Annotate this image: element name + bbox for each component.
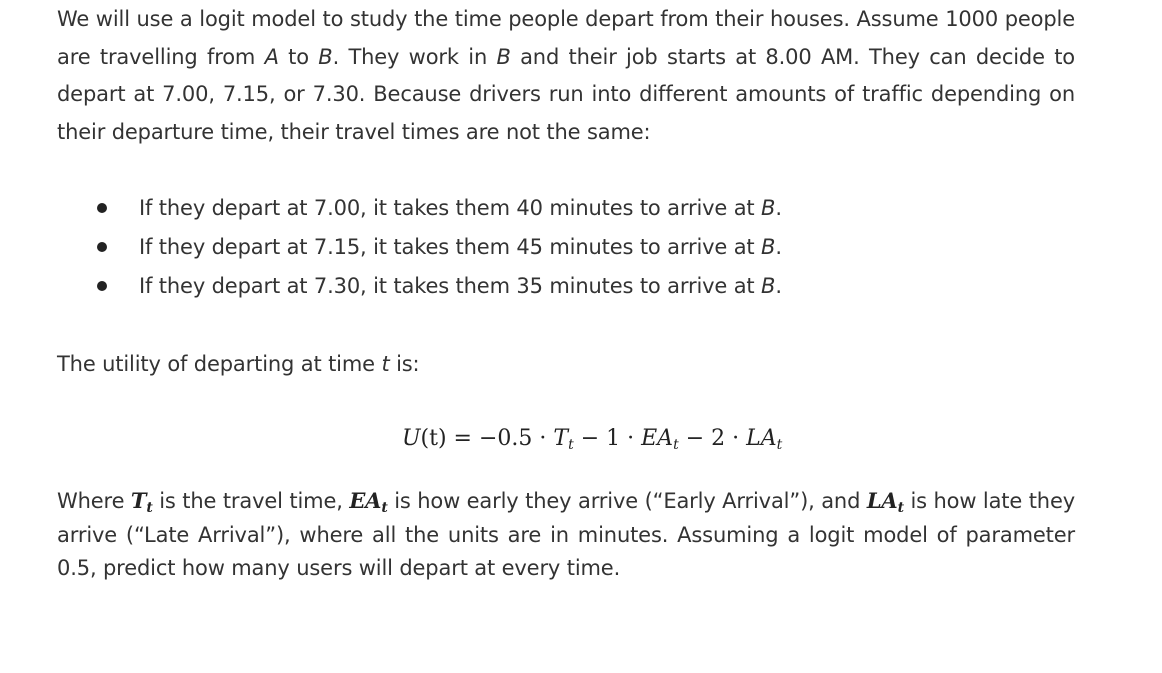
formula-subscript: t xyxy=(776,437,783,453)
math-subscript: t xyxy=(381,500,388,516)
utility-formula xyxy=(402,421,782,457)
formula-early-arrival: EA xyxy=(641,426,674,451)
formula-subscript: t xyxy=(673,437,679,453)
bullet-icon xyxy=(97,281,107,291)
list-item-text: If they depart at 7.30, it takes them 35 minutes to arrive at xyxy=(139,274,762,298)
var-b: B xyxy=(496,44,511,69)
math-subscript: t xyxy=(897,500,904,516)
list-item-text: If they depart at 7.15, it takes them 45 minutes to arrive at xyxy=(139,235,762,259)
document-page xyxy=(57,0,1075,580)
formula-operator: − 1 · xyxy=(573,426,642,451)
definitions-paragraph xyxy=(57,484,1075,586)
list-item-end: . xyxy=(775,274,782,298)
formula-late-arrival: LA xyxy=(746,426,777,451)
var-a: A xyxy=(264,44,279,69)
intro-text-1: We will use a logit model to study the time people depart from their houses. Assume 1000 people are travelling from xyxy=(57,7,1075,69)
list-item xyxy=(57,190,1075,229)
var-b: B xyxy=(761,235,776,259)
math-var-travel-time: T xyxy=(130,488,147,513)
formula-subscript: t xyxy=(568,437,574,453)
intro-text-3: . They work in xyxy=(332,44,497,69)
where-text: is the travel time, xyxy=(152,489,350,513)
bullet-icon xyxy=(97,242,107,252)
formula-travel-time: T xyxy=(553,426,569,451)
list-item-text: If they depart at 7.00, it takes them 40 minutes to arrive at xyxy=(139,196,762,220)
utility-intro xyxy=(57,346,419,382)
list-item xyxy=(57,229,1075,268)
var-b: B xyxy=(318,44,333,69)
utility-intro-end: is: xyxy=(389,352,420,376)
travel-time-list xyxy=(57,190,1075,307)
intro-text-2: to xyxy=(278,44,319,69)
where-text: Where xyxy=(57,489,131,513)
where-text: is how late they arrive (“Late Arrival”), where all the units are in minutes. Assuming a logit model of parameter 0.5, predict how many users will depart at every time. xyxy=(57,489,1075,580)
intro-paragraph xyxy=(57,0,1075,151)
list-item-end: . xyxy=(775,235,782,259)
var-b: B xyxy=(761,274,776,298)
math-subscript: t xyxy=(146,500,153,516)
utility-intro-text: The utility of departing at time xyxy=(57,352,382,376)
list-item-end: . xyxy=(775,196,782,220)
formula-lhs: U xyxy=(402,426,421,451)
formula-operator: − 2 · xyxy=(678,426,747,451)
bullet-icon xyxy=(97,203,107,213)
formula-arg: (t) xyxy=(420,426,447,451)
list-item xyxy=(57,268,1075,307)
where-text: is how early they arrive (“Early Arrival”), and xyxy=(387,489,867,513)
math-var-early-arrival: EA xyxy=(349,488,382,513)
formula-equals: = −0.5 · xyxy=(446,426,554,451)
math-var-late-arrival: LA xyxy=(866,488,898,513)
var-t: t xyxy=(381,352,390,376)
intro-text-4: and their job starts at 8.00 AM. They can decide to depart at 7.00, 7.15, or 7.30. Because drivers run into different amounts of traffic depending on their departure time, their travel times are not the same: xyxy=(57,44,1075,144)
var-b: B xyxy=(761,196,776,220)
